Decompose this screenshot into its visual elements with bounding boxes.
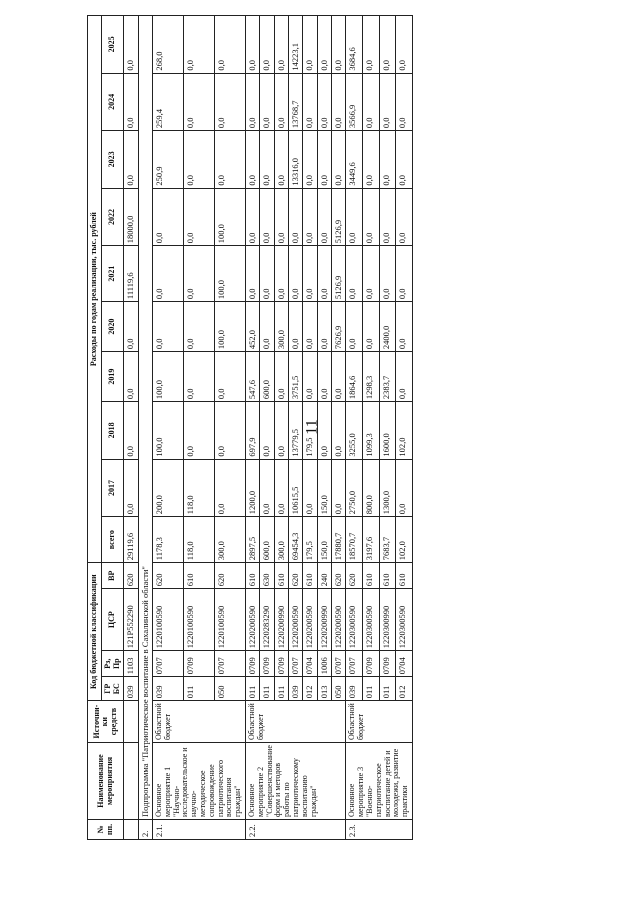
cell-year-value: 200,0 — [153, 459, 184, 517]
cell-year-value: 100,0 — [215, 302, 246, 352]
cell-year-value: 7626,9 — [332, 302, 346, 352]
cell-year-value: 300,0 — [274, 302, 288, 352]
table-row — [124, 16, 138, 840]
cell-vr: 620 — [332, 563, 346, 589]
cell-year-value: 0,0 — [303, 459, 317, 517]
cell-year-value: 452,0 — [246, 302, 260, 352]
cell-year-value: 3449,6 — [346, 131, 363, 189]
cell-year-value: 0,0 — [246, 188, 260, 246]
cell-rzpr: 0707 — [332, 651, 346, 677]
cell-year-value: 0,0 — [303, 131, 317, 189]
cell-year-value: 0,0 — [379, 73, 396, 131]
cell-year-value: 0,0 — [274, 402, 288, 460]
cell-year-value: 0,0 — [274, 131, 288, 189]
cell-year-value: 0,0 — [396, 16, 413, 74]
cell-grbs: 011 — [260, 677, 274, 701]
header-year: 2023 — [101, 131, 124, 189]
cell-total: 300,0 — [274, 517, 288, 563]
cell-grbs: 012 — [303, 677, 317, 701]
cell-total: 102,0 — [396, 517, 413, 563]
cell-rzpr: 0707 — [289, 651, 303, 677]
activity-name: Основное мероприятие 3 "Военно-патриотическое воспитание детей и молодежи, развитие практики — [346, 743, 413, 820]
cell-csr: 1220283290 — [260, 589, 274, 651]
cell-year-value: 0,0 — [260, 188, 274, 246]
cell-csr: 1220200590 — [332, 589, 346, 651]
cell-year-value: 3566,9 — [346, 73, 363, 131]
header-year: 2018 — [101, 402, 124, 460]
cell-year-value: 0,0 — [363, 188, 380, 246]
cell-vr: 620 — [346, 563, 363, 589]
cell-vr: 630 — [260, 563, 274, 589]
header-rzpr: Рз, Пр — [101, 651, 124, 677]
cell-vr: 610 — [274, 563, 288, 589]
cell-year-value: 0,0 — [332, 459, 346, 517]
activity-source: Областной бюджет — [346, 701, 413, 743]
cell-year-value: 0,0 — [246, 16, 260, 74]
cell-year-value: 0,0 — [124, 459, 138, 517]
cell-year-value: 0,0 — [184, 352, 215, 402]
cell-year-value: 2400,0 — [379, 302, 396, 352]
activity-number: 2.1. — [153, 820, 246, 840]
cell-year-value: 0,0 — [274, 16, 288, 74]
cell-year-value: 250,9 — [153, 131, 184, 189]
cell-vr: 610 — [363, 563, 380, 589]
cell-year-value: 0,0 — [396, 352, 413, 402]
cell-year-value: 547,6 — [246, 352, 260, 402]
header-vr: ВР — [101, 563, 124, 589]
header-year: 2021 — [101, 246, 124, 302]
cell-year-value: 100,0 — [153, 402, 184, 460]
cell-year-value: 0,0 — [363, 131, 380, 189]
cell-year-value: 2383,7 — [379, 352, 396, 402]
cell-year-value: 0,0 — [396, 73, 413, 131]
cell-year-value: 0,0 — [124, 131, 138, 189]
header-year: 2017 — [101, 459, 124, 517]
cell-year-value: 800,0 — [363, 459, 380, 517]
cell-year-value: 0,0 — [215, 16, 246, 74]
cell-rzpr: 1006 — [317, 651, 331, 677]
cell-rzpr: 0709 — [184, 651, 215, 677]
cell-year-value: 100,0 — [215, 246, 246, 302]
cell-grbs: 013 — [317, 677, 331, 701]
cell-year-value: 0,0 — [215, 131, 246, 189]
cell-total: 300,0 — [215, 517, 246, 563]
cell-year-value: 0,0 — [260, 73, 274, 131]
cell-year-value: 0,0 — [246, 246, 260, 302]
header-year: 2025 — [101, 16, 124, 74]
cell-year-value: 0,0 — [215, 402, 246, 460]
activity-source: Областной бюджет — [153, 701, 246, 743]
cell-year-value: 0,0 — [184, 131, 215, 189]
cell-year-value: 0,0 — [317, 246, 331, 302]
cell-year-value: 3255,0 — [346, 402, 363, 460]
cell-year-value: 0,0 — [346, 246, 363, 302]
cell-total: 3197,6 — [363, 517, 380, 563]
cell-year-value: 0,0 — [124, 302, 138, 352]
cell-vr: 610 — [379, 563, 396, 589]
cell-csr: 1220200990 — [317, 589, 331, 651]
cell-year-value: 0,0 — [289, 246, 303, 302]
cell-year-value: 1300,0 — [379, 459, 396, 517]
cell-total: 69454,3 — [289, 517, 303, 563]
cell-year-value: 3684,6 — [346, 16, 363, 74]
cell-year-value: 0,0 — [215, 73, 246, 131]
cell-grbs: 011 — [246, 677, 260, 701]
cell-year-value: 0,0 — [396, 246, 413, 302]
cell-year-value: 0,0 — [303, 352, 317, 402]
cell-year-value: 0,0 — [153, 246, 184, 302]
cell-total: 1178,3 — [153, 517, 184, 563]
header-grbs: ГР БС — [101, 677, 124, 701]
cell-rzpr: 0707 — [153, 651, 184, 677]
cell-year-value: 150,0 — [317, 459, 331, 517]
cell-year-value: 13768,7 — [289, 73, 303, 131]
cell-total: 7683,7 — [379, 517, 396, 563]
cell-year-value: 0,0 — [303, 188, 317, 246]
activity-number: 2.2. — [246, 820, 346, 840]
activity-source: Областной бюджет — [246, 701, 346, 743]
cell-year-value: 0,0 — [260, 16, 274, 74]
cell-year-value: 13779,5 — [289, 402, 303, 460]
cell-year-value: 600,0 — [260, 352, 274, 402]
cell-year-value: 0,0 — [379, 188, 396, 246]
cell-year-value: 0,0 — [332, 352, 346, 402]
cell-grbs: 011 — [184, 677, 215, 701]
table-body — [124, 16, 413, 840]
cell-csr: 1220300590 — [396, 589, 413, 651]
cell-year-value: 0,0 — [260, 302, 274, 352]
cell-grbs: 050 — [332, 677, 346, 701]
cell-rzpr: 1103 — [124, 651, 138, 677]
cell-year-value: 0,0 — [396, 459, 413, 517]
cell-year-value: 0,0 — [332, 73, 346, 131]
cell-year-value: 0,0 — [274, 459, 288, 517]
cell-empty — [124, 701, 138, 743]
cell-year-value: 0,0 — [274, 188, 288, 246]
cell-year-value: 1864,6 — [346, 352, 363, 402]
cell-total: 2897,5 — [246, 517, 260, 563]
cell-csr: 121P552290 — [124, 589, 138, 651]
cell-year-value: 3751,5 — [289, 352, 303, 402]
cell-year-value: 0,0 — [317, 352, 331, 402]
cell-year-value: 0,0 — [317, 402, 331, 460]
cell-year-value: 0,0 — [184, 402, 215, 460]
cell-total: 179,5 — [303, 517, 317, 563]
cell-year-value: 0,0 — [260, 402, 274, 460]
cell-empty — [124, 820, 138, 840]
cell-year-value: 18000,0 — [124, 188, 138, 246]
header-year: 2024 — [101, 73, 124, 131]
cell-year-value: 0,0 — [303, 302, 317, 352]
cell-year-value: 0,0 — [363, 16, 380, 74]
cell-year-value: 268,0 — [153, 16, 184, 74]
header-total: всего — [101, 517, 124, 563]
cell-year-value: 0,0 — [379, 246, 396, 302]
cell-year-value: 0,0 — [396, 302, 413, 352]
cell-grbs: 011 — [363, 677, 380, 701]
cell-year-value: 0,0 — [184, 246, 215, 302]
cell-vr: 620 — [124, 563, 138, 589]
cell-year-value: 0,0 — [317, 302, 331, 352]
cell-year-value: 100,0 — [153, 352, 184, 402]
table-row — [246, 16, 260, 840]
cell-year-value: 1099,3 — [363, 402, 380, 460]
cell-csr: 1220300590 — [346, 589, 363, 651]
cell-year-value: 0,0 — [317, 73, 331, 131]
cell-rzpr: 0709 — [260, 651, 274, 677]
cell-year-value: 0,0 — [215, 459, 246, 517]
cell-csr: 1220300990 — [379, 589, 396, 651]
cell-vr: 240 — [317, 563, 331, 589]
cell-year-value: 11119,6 — [124, 246, 138, 302]
cell-year-value: 1600,0 — [379, 402, 396, 460]
cell-total: 150,0 — [317, 517, 331, 563]
cell-year-value: 5126,9 — [332, 188, 346, 246]
cell-grbs: 039 — [124, 677, 138, 701]
cell-vr: 620 — [215, 563, 246, 589]
cell-year-value: 0,0 — [124, 402, 138, 460]
cell-year-value: 0,0 — [184, 16, 215, 74]
cell-year-value: 5126,9 — [332, 246, 346, 302]
cell-grbs: 012 — [396, 677, 413, 701]
cell-year-value: 0,0 — [260, 131, 274, 189]
cell-year-value: 0,0 — [260, 459, 274, 517]
cell-year-value: 0,0 — [289, 302, 303, 352]
cell-year-value: 0,0 — [363, 246, 380, 302]
cell-year-value: 0,0 — [332, 131, 346, 189]
cell-vr: 610 — [184, 563, 215, 589]
cell-year-value: 0,0 — [215, 352, 246, 402]
cell-grbs: 050 — [215, 677, 246, 701]
header-csr: ЦСР — [101, 589, 124, 651]
header-year: 2022 — [101, 188, 124, 246]
cell-year-value: 179,5 — [303, 402, 317, 460]
cell-year-value: 0,0 — [363, 73, 380, 131]
cell-year-value: 0,0 — [363, 302, 380, 352]
cell-empty — [124, 743, 138, 820]
cell-csr: 1220100590 — [215, 589, 246, 651]
cell-year-value: 0,0 — [289, 188, 303, 246]
cell-vr: 610 — [246, 563, 260, 589]
cell-csr: 1220200990 — [274, 589, 288, 651]
activity-number: 2.3. — [346, 820, 413, 840]
cell-grbs: 039 — [346, 677, 363, 701]
activity-name: Основное мероприятие 2 "Совершенствование форм и методов работы по патриотическому воспитанию граждан" — [246, 743, 346, 820]
cell-rzpr: 0709 — [363, 651, 380, 677]
table-header — [88, 16, 124, 840]
cell-year-value: 102,0 — [396, 402, 413, 460]
header-num: № пп. — [88, 820, 124, 840]
cell-year-value: 0,0 — [303, 16, 317, 74]
cell-year-value: 259,4 — [153, 73, 184, 131]
cell-rzpr: 0709 — [246, 651, 260, 677]
cell-year-value: 0,0 — [124, 16, 138, 74]
cell-vr: 610 — [303, 563, 317, 589]
cell-year-value: 0,0 — [303, 73, 317, 131]
cell-year-value: 0,0 — [274, 246, 288, 302]
cell-total: 118,0 — [184, 517, 215, 563]
cell-vr: 610 — [396, 563, 413, 589]
cell-csr: 1220200590 — [246, 589, 260, 651]
cell-year-value: 0,0 — [274, 352, 288, 402]
cell-year-value: 1200,0 — [246, 459, 260, 517]
cell-grbs: 039 — [289, 677, 303, 701]
cell-rzpr: 0707 — [346, 651, 363, 677]
cell-csr: 1220100590 — [184, 589, 215, 651]
cell-year-value: 0,0 — [332, 16, 346, 74]
cell-year-value: 0,0 — [124, 73, 138, 131]
cell-rzpr: 0709 — [274, 651, 288, 677]
cell-csr: 1220200590 — [303, 589, 317, 651]
budget-table — [87, 15, 413, 840]
cell-total: 600,0 — [260, 517, 274, 563]
cell-csr: 1220200590 — [289, 589, 303, 651]
cell-year-value: 0,0 — [274, 73, 288, 131]
cell-vr: 620 — [153, 563, 184, 589]
cell-year-value: 1298,3 — [363, 352, 380, 402]
section-row — [138, 16, 152, 840]
cell-year-value: 100,0 — [215, 188, 246, 246]
cell-year-value: 118,0 — [184, 459, 215, 517]
cell-year-value: 10615,5 — [289, 459, 303, 517]
section-title: Подпрограмма "Патриотическое воспитание в Сахалинской области" — [138, 16, 152, 820]
cell-year-value: 0,0 — [246, 131, 260, 189]
cell-rzpr: 0709 — [379, 651, 396, 677]
cell-year-value: 0,0 — [379, 131, 396, 189]
cell-year-value: 0,0 — [153, 302, 184, 352]
cell-year-value: 0,0 — [184, 302, 215, 352]
cell-year-value: 0,0 — [184, 188, 215, 246]
cell-year-value: 0,0 — [379, 16, 396, 74]
cell-year-value: 0,0 — [246, 73, 260, 131]
header-code-group: Код бюджетной классификации — [88, 563, 102, 701]
cell-grbs: 039 — [153, 677, 184, 701]
cell-year-value: 0,0 — [317, 16, 331, 74]
cell-year-value: 0,0 — [396, 188, 413, 246]
cell-year-value: 0,0 — [303, 246, 317, 302]
header-source: Источни-ки средств — [88, 701, 124, 743]
cell-total: 17880,7 — [332, 517, 346, 563]
cell-rzpr: 0704 — [396, 651, 413, 677]
cell-year-value: 0,0 — [332, 402, 346, 460]
table-row — [346, 16, 363, 840]
cell-vr: 620 — [289, 563, 303, 589]
cell-total: 18570,7 — [346, 517, 363, 563]
cell-rzpr: 0704 — [303, 651, 317, 677]
section-number: 2. — [138, 820, 152, 840]
cell-year-value: 697,9 — [246, 402, 260, 460]
cell-total: 29119,6 — [124, 517, 138, 563]
cell-year-value: 0,0 — [346, 188, 363, 246]
cell-year-value: 0,0 — [346, 302, 363, 352]
activity-name: Основное мероприятие 1 "Научно-исследовательское и научно-методическое сопровождение патриотического воспитания граждан" — [153, 743, 246, 820]
header-expense-group: Расходы по годам реализации, тыс. рублей — [88, 16, 102, 563]
cell-grbs: 011 — [379, 677, 396, 701]
cell-year-value: 13316,0 — [289, 131, 303, 189]
cell-year-value: 2750,0 — [346, 459, 363, 517]
cell-csr: 1220100590 — [153, 589, 184, 651]
cell-csr: 1220300590 — [363, 589, 380, 651]
cell-year-value: 0,0 — [317, 131, 331, 189]
header-year: 2020 — [101, 302, 124, 352]
rotated-budget-sheet — [87, 15, 587, 840]
cell-year-value: 0,0 — [124, 352, 138, 402]
cell-year-value: 0,0 — [317, 188, 331, 246]
cell-rzpr: 0707 — [215, 651, 246, 677]
cell-year-value: 0,0 — [260, 246, 274, 302]
header-name: Наименование мероприятия — [88, 743, 124, 820]
cell-year-value: 0,0 — [184, 73, 215, 131]
cell-year-value: 0,0 — [396, 131, 413, 189]
cell-year-value: 14223,1 — [289, 16, 303, 74]
cell-grbs: 011 — [274, 677, 288, 701]
cell-year-value: 0,0 — [153, 188, 184, 246]
table-row — [153, 16, 184, 840]
header-year: 2019 — [101, 352, 124, 402]
page-number: 11 — [303, 419, 321, 435]
